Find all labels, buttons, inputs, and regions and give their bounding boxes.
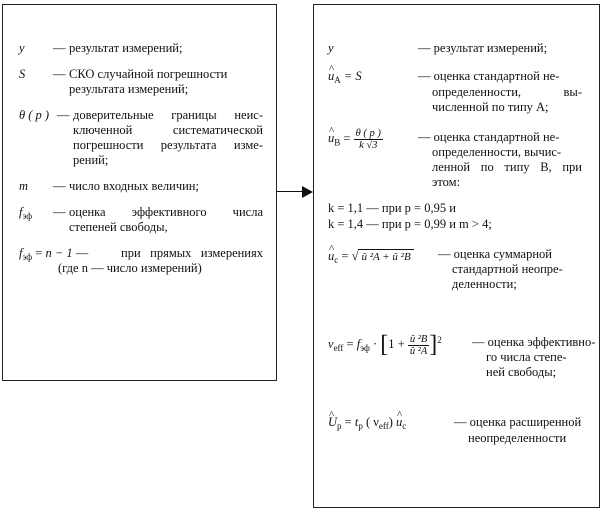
definition-text: численной по типу А; <box>432 100 549 114</box>
definition-text: — оценка стандартной не- <box>418 69 560 83</box>
definition-text: ключенной систематической <box>73 123 263 137</box>
definition-text: результата измерений; <box>69 82 189 96</box>
formula-U-p: ^ $U_p = t_p$ ( $\nu_{eff}$) ^ $u_c$ <box>328 415 406 434</box>
definition-text: этом: <box>432 175 461 189</box>
definition-text: неопределенности <box>468 431 567 445</box>
formula-uc: ^ $u_c$ = √ û ²A + û ²B <box>328 249 414 268</box>
arrow-line <box>277 191 305 192</box>
symbol-S: S <box>19 67 26 81</box>
definition-text: (где n — число измерений) <box>58 261 202 275</box>
dash: — <box>53 41 66 55</box>
definition-text: — оценка суммарной <box>438 247 552 261</box>
symbol-y: y <box>19 41 25 55</box>
symbol-y: y <box>328 41 334 55</box>
definition-text: при прямых измерениях <box>121 246 263 260</box>
definition-text: рений; <box>73 153 109 167</box>
k-condition-1: k = 1,1 — при p = 0,95 и <box>328 201 456 215</box>
k-condition-2: k = 1,4 — при p = 0,99 и m > 4; <box>328 217 492 231</box>
definition-text: оценка эффективного числа <box>69 205 263 219</box>
symbol-theta: θ ( p ) <box>19 108 50 122</box>
definition-text: определенности, вы- <box>432 85 582 99</box>
definition-text: — результат измерений; <box>418 41 548 55</box>
formula-uB: ^ $u_B$ = $\frac{\theta ( p )}{k √3}$ <box>328 128 383 151</box>
dash: — <box>53 67 66 81</box>
formula-f-eff-n-minus-1: $f_{эф} = n - 1$ — <box>19 246 89 262</box>
arrow-right-icon <box>302 186 313 198</box>
dash: — <box>53 205 66 219</box>
symbol-m: m <box>19 179 29 193</box>
dash: — <box>57 108 70 122</box>
definition-text: — оценка расширенной <box>454 415 582 429</box>
definition-text: — оценка эффективно- <box>472 335 596 349</box>
definition-text: доверительные границы неис- <box>73 108 263 122</box>
definition-text: степеней свободы, <box>69 220 168 234</box>
definition-text: число входных величин; <box>69 179 199 193</box>
right-uncertainty-panel <box>313 4 600 508</box>
definition-text: стандартной неопре- <box>452 262 563 276</box>
definition-text: СКО случайной погрешности <box>69 67 228 81</box>
definition-text: ленной по типу В, при <box>432 160 582 174</box>
definition-text: — оценка стандартной не- <box>418 130 560 144</box>
definition-text: погрешности результата изме- <box>73 138 263 152</box>
dash: — <box>53 179 66 193</box>
definition-text: определенности, вычис- <box>432 145 562 159</box>
definition-text: го числа степе- <box>486 350 567 364</box>
definition-text: деленности; <box>452 277 517 291</box>
formula-uA: ^ $u_A = S$ <box>328 69 362 88</box>
definition-text: результат измерений; <box>69 41 183 55</box>
definition-text: ней свободы; <box>486 365 557 379</box>
left-definitions-panel <box>2 4 277 381</box>
formula-nu-eff: $\nu_{eff} = f_{эф} \cdot [1$ + $\frac{\text{û ²B}}{\text{û ²A}}$ ]$^2$ <box>328 331 442 358</box>
symbol-f-eff: $f_{эф}$ <box>19 205 33 221</box>
